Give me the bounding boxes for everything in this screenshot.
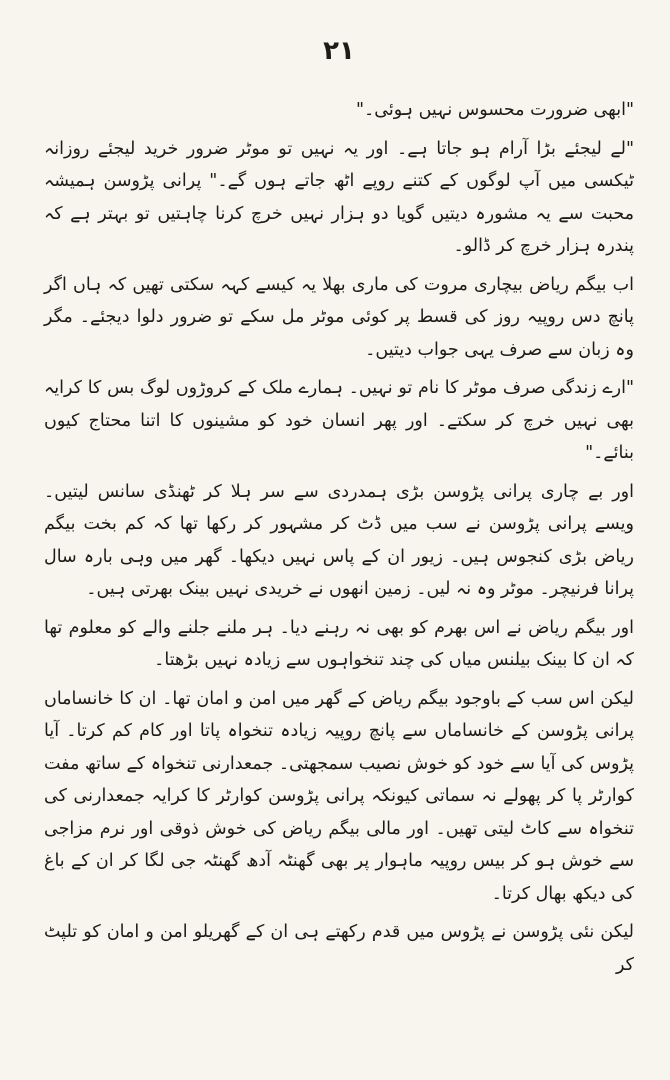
page-number: ۲۱ [323, 36, 355, 66]
paragraph-8: لیکن نئی پڑوسن نے پڑوس میں قدم رکھتے ہی ان کے گھریلو امن و امان کو تلپٹ کر [44, 922, 634, 975]
paragraph-7: لیکن اس سب کے باوجود بیگم ریاض کے گھر میں امن و امان تھا۔ ان کا خانساماں پرانی پڑوسن کے خانساماں سے پانچ روپیہ زیادہ تنخواہ پاتا اور کام کم کرتا۔ آیا پڑوس کی آیا سے خود کو خوش نصیب سمجھتی۔ جمعدارنی تنخواہ کے ساتھ مفت کوارٹر پا کر پھولے نہ سماتی کیونکہ پرانی پڑوسن کوارٹر کا کرایہ جمعدارنی کی تنخواہ سے کاٹ لیتی تھیں۔ اور مالی بیگم ریاض کی خوش ذوقی اور نرم مزاجی سے خوش ہو کر بیس روپیہ ماہوار پر بھی گھنٹہ آدھ گھنٹہ جی لگا کر ان کے باغ کی دیکھ بھال کرتا۔ [44, 688, 634, 904]
paragraph-5: اور بے چاری پرانی پڑوسن بڑی ہمدردی سے سر ہلا کر ٹھنڈی سانس لیتیں۔ ویسے پرانی پڑوسن نے سب میں ڈٹ کر مشہور کر رکھا تھا کہ کم بخت بیگم ریاض بڑی کنجوس ہیں۔ زیور ان کے پاس نہیں دیکھا۔ گھر میں وہی بارہ سال پرانا فرنیچر۔ موٹر وہ نہ لیں۔ زمین انھوں نے خریدی نہیں بینک بھرتی ہیں۔ [44, 481, 634, 599]
paragraph-1: "ابھی ضرورت محسوس نہیں ہوئی۔" [355, 100, 634, 120]
paragraph-2: "لے لیجئے بڑا آرام ہو جاتا ہے۔ اور یہ نہیں تو موٹر ضرور خرید لیجئے روزانہ ٹیکسی میں آپ لوگوں کے کتنے روپے اٹھ جاتے ہوں گے۔" پرانی پڑوسن ہمیشہ محبت سے یہ مشورہ دیتیں گویا دو ہزار نہیں خرچ کرنا چاہتیں تو بہتر ہے کہ پندرہ ہزار خرچ کر ڈالو۔ [44, 138, 634, 256]
page-body [44, 94, 634, 981]
paragraph-3: اب بیگم ریاض بیچاری مروت کی ماری بھلا یہ کیسے کہہ سکتی تھیں کہ ہاں اگر پانچ دس روپیہ روز کی قسط پر کوئی موٹر مل سکے تو ضرور دلوا دیجئے۔ مگر وہ زبان سے صرف یہی جواب دیتیں۔ [44, 274, 634, 360]
paragraph-6: اور بیگم ریاض نے اس بھرم کو بھی نہ رہنے دیا۔ ہر ملنے جلنے والے کو معلوم تھا کہ ان کا بینک بیلنس میاں کی چند تنخواہوں سے زیادہ نہیں بڑھتا۔ [44, 617, 634, 670]
paragraph-4: "ارے زندگی صرف موٹر کا نام تو نہیں۔ ہمارے ملک کے کروڑوں لوگ بس کا کرایہ بھی نہیں خرچ کر سکتے۔ اور پھر انسان خود کو مشینوں کا اتنا محتاج کیوں بنائے۔" [44, 378, 634, 463]
